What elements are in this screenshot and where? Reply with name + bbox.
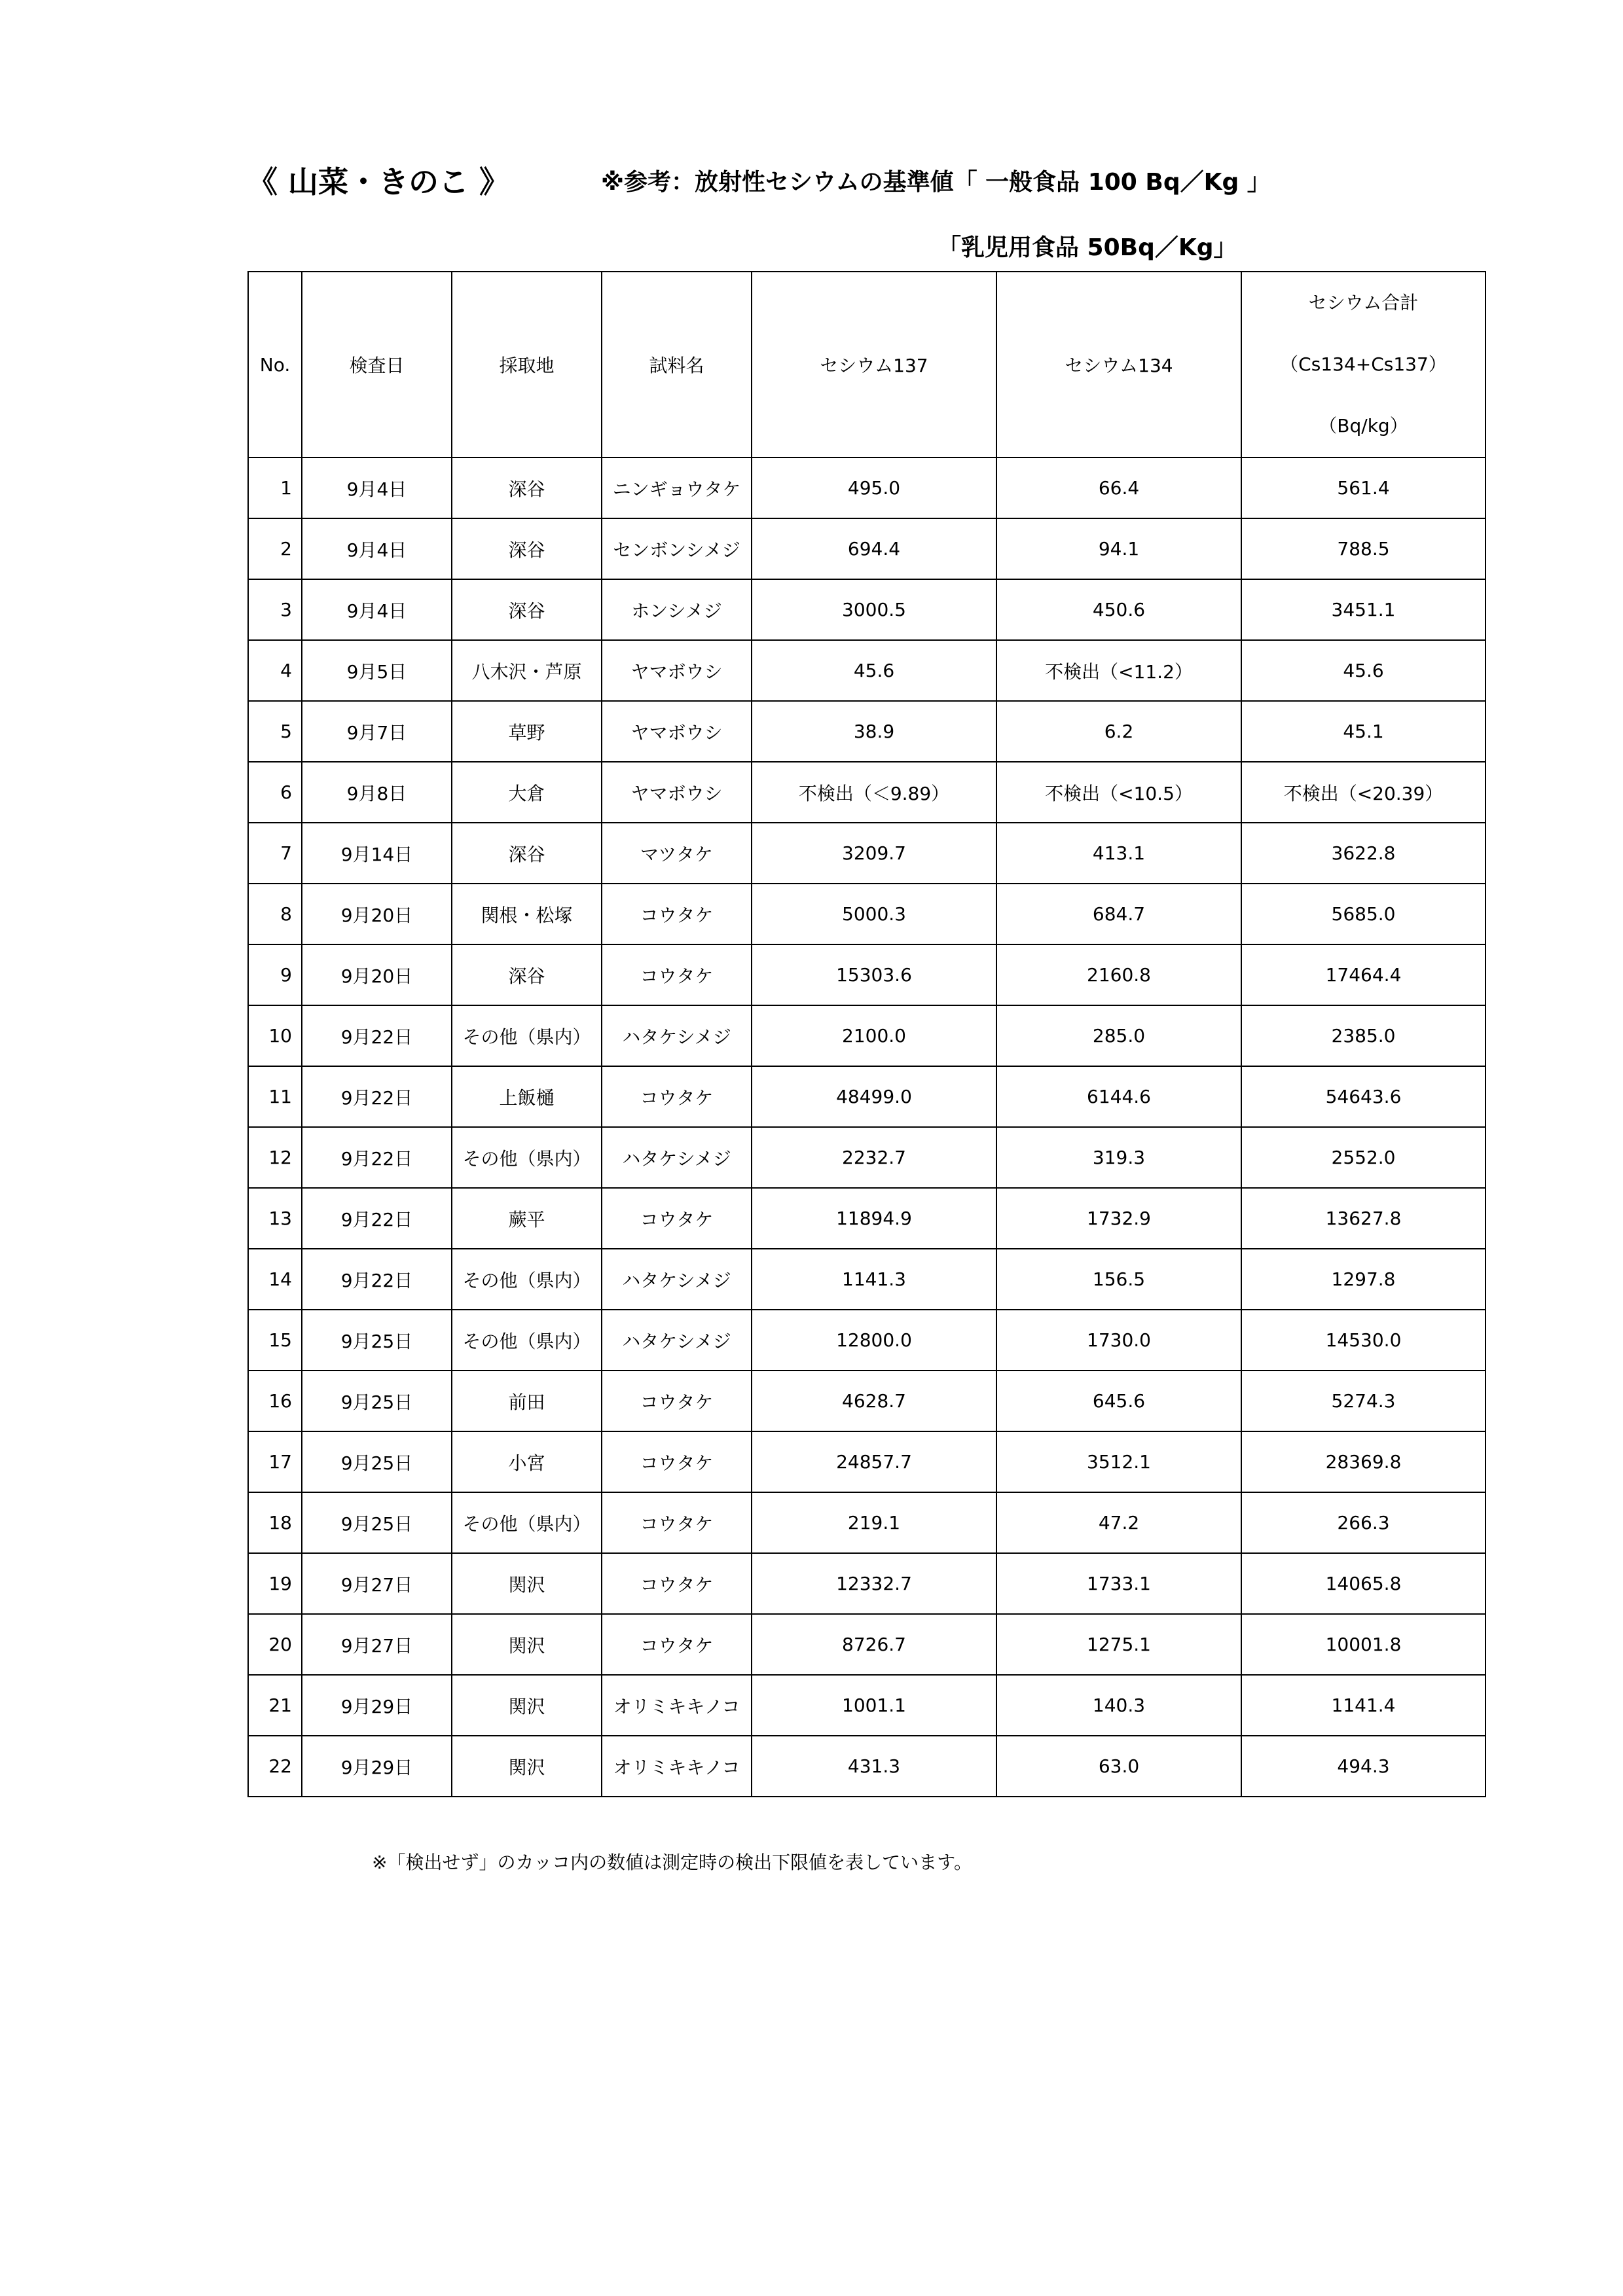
cell-cs137: 5000.3 (752, 884, 996, 944)
cell-sample: オリミキキノコ (602, 1675, 752, 1736)
cell-location: 関沢 (452, 1736, 602, 1797)
cell-date: 9月20日 (302, 884, 452, 944)
cell-total: 561.4 (1241, 457, 1486, 518)
cell-date: 9月14日 (302, 823, 452, 884)
cell-total: 5685.0 (1241, 884, 1486, 944)
cell-no: 4 (248, 640, 302, 701)
cell-date: 9月22日 (302, 1005, 452, 1066)
cell-date: 9月25日 (302, 1492, 452, 1553)
cell-total: 45.6 (1241, 640, 1486, 701)
cell-cs137: 45.6 (752, 640, 996, 701)
cell-total: 2552.0 (1241, 1127, 1486, 1188)
cell-sample: オリミキキノコ (602, 1736, 752, 1797)
table-row (248, 1614, 1486, 1675)
table-row (248, 1005, 1486, 1066)
cell-sample: コウタケ (602, 1066, 752, 1127)
cell-location: 蕨平 (452, 1188, 602, 1249)
cell-date: 9月22日 (302, 1249, 452, 1310)
header-sample: 試料名 (602, 272, 752, 457)
cell-no: 14 (248, 1249, 302, 1310)
cell-sample: ヤマボウシ (602, 762, 752, 823)
cell-no: 8 (248, 884, 302, 944)
table-row (248, 1736, 1486, 1797)
cell-sample: コウタケ (602, 1492, 752, 1553)
cell-cs134: 6.2 (996, 701, 1241, 762)
cell-cs134: 6144.6 (996, 1066, 1241, 1127)
results-table (247, 271, 1486, 1797)
cell-cs137: 12800.0 (752, 1310, 996, 1371)
cell-location: 草野 (452, 701, 602, 762)
cell-total: 14065.8 (1241, 1553, 1486, 1614)
cell-no: 22 (248, 1736, 302, 1797)
cell-total: 266.3 (1241, 1492, 1486, 1553)
cell-cs134: 63.0 (996, 1736, 1241, 1797)
table-header-row (248, 272, 1486, 457)
header-total-formula: （Cs134+Cs137） (1280, 353, 1447, 375)
cell-cs137: 2232.7 (752, 1127, 996, 1188)
table-row (248, 1127, 1486, 1188)
cell-no: 16 (248, 1371, 302, 1431)
table-row (248, 884, 1486, 944)
cell-sample: ホンシメジ (602, 579, 752, 640)
cell-no: 19 (248, 1553, 302, 1614)
cell-cs137: 12332.7 (752, 1553, 996, 1614)
cell-no: 12 (248, 1127, 302, 1188)
cell-date: 9月25日 (302, 1431, 452, 1492)
cell-sample: コウタケ (602, 1188, 752, 1249)
cell-location: 関沢 (452, 1614, 602, 1675)
cell-cs134: 156.5 (996, 1249, 1241, 1310)
cell-total: 5274.3 (1241, 1371, 1486, 1431)
cell-no: 5 (248, 701, 302, 762)
cell-date: 9月4日 (302, 457, 452, 518)
cell-total: 不検出（<20.39） (1241, 762, 1486, 823)
cell-location: 深谷 (452, 944, 602, 1005)
table-row (248, 701, 1486, 762)
cell-date: 9月29日 (302, 1675, 452, 1736)
cell-total: 1141.4 (1241, 1675, 1486, 1736)
table-row (248, 944, 1486, 1005)
table-row (248, 823, 1486, 884)
cell-total: 17464.4 (1241, 944, 1486, 1005)
cell-sample: ハタケシメジ (602, 1249, 752, 1310)
cell-total: 54643.6 (1241, 1066, 1486, 1127)
cell-sample: ヤマボウシ (602, 640, 752, 701)
cell-cs137: 不検出（＜9.89） (752, 762, 996, 823)
header-total-label: セシウム合計 (1308, 292, 1419, 314)
cell-date: 9月8日 (302, 762, 452, 823)
cell-cs137: 15303.6 (752, 944, 996, 1005)
cell-location: 深谷 (452, 518, 602, 579)
cell-no: 3 (248, 579, 302, 640)
cell-location: 八木沢・芦原 (452, 640, 602, 701)
cell-cs137: 2100.0 (752, 1005, 996, 1066)
table-row (248, 1310, 1486, 1371)
cell-location: 深谷 (452, 823, 602, 884)
cell-date: 9月20日 (302, 944, 452, 1005)
cell-location: 大倉 (452, 762, 602, 823)
cell-cs137: 8726.7 (752, 1614, 996, 1675)
cell-no: 20 (248, 1614, 302, 1675)
cell-cs134: 140.3 (996, 1675, 1241, 1736)
cell-cs137: 3000.5 (752, 579, 996, 640)
cell-location: 前田 (452, 1371, 602, 1431)
table-row (248, 457, 1486, 518)
reference-standard-infant: 「乳児用食品 50Bq／Kg」 (938, 234, 1237, 261)
cell-total: 494.3 (1241, 1736, 1486, 1797)
cell-sample: マツタケ (602, 823, 752, 884)
cell-cs137: 1141.3 (752, 1249, 996, 1310)
cell-date: 9月25日 (302, 1310, 452, 1371)
cell-no: 9 (248, 944, 302, 1005)
cell-location: その他（県内） (452, 1005, 602, 1066)
cell-date: 9月5日 (302, 640, 452, 701)
cell-sample: ヤマボウシ (602, 701, 752, 762)
cell-no: 2 (248, 518, 302, 579)
cell-cs134: 319.3 (996, 1127, 1241, 1188)
table-row (248, 1553, 1486, 1614)
cell-cs134: 不検出（<11.2） (996, 640, 1241, 701)
cell-date: 9月27日 (302, 1553, 452, 1614)
table-row (248, 1431, 1486, 1492)
cell-location: その他（県内） (452, 1249, 602, 1310)
cell-date: 9月4日 (302, 518, 452, 579)
cell-date: 9月7日 (302, 701, 452, 762)
cell-no: 6 (248, 762, 302, 823)
cell-location: その他（県内） (452, 1492, 602, 1553)
cell-location: 関根・松塚 (452, 884, 602, 944)
cell-date: 9月22日 (302, 1188, 452, 1249)
cell-cs134: 1733.1 (996, 1553, 1241, 1614)
reference-standard-general: ※参考：放射性セシウムの基準値「 一般食品 100 Bq／Kg 」 (601, 169, 1271, 196)
cell-no: 17 (248, 1431, 302, 1492)
cell-cs137: 11894.9 (752, 1188, 996, 1249)
cell-cs134: 1732.9 (996, 1188, 1241, 1249)
cell-cs137: 3209.7 (752, 823, 996, 884)
cell-no: 10 (248, 1005, 302, 1066)
cell-cs134: 1275.1 (996, 1614, 1241, 1675)
cell-total: 788.5 (1241, 518, 1486, 579)
cell-date: 9月22日 (302, 1127, 452, 1188)
cell-no: 18 (248, 1492, 302, 1553)
cell-sample: コウタケ (602, 1431, 752, 1492)
cell-location: 深谷 (452, 457, 602, 518)
cell-total: 3451.1 (1241, 579, 1486, 640)
cell-cs134: 645.6 (996, 1371, 1241, 1431)
cell-location: その他（県内） (452, 1310, 602, 1371)
table-row (248, 518, 1486, 579)
cell-cs134: 684.7 (996, 884, 1241, 944)
header-date: 検査日 (302, 272, 452, 457)
cell-cs134: 2160.8 (996, 944, 1241, 1005)
cell-total: 3622.8 (1241, 823, 1486, 884)
cell-cs137: 1001.1 (752, 1675, 996, 1736)
header-location: 採取地 (452, 272, 602, 457)
table-row (248, 1371, 1486, 1431)
cell-date: 9月4日 (302, 579, 452, 640)
cell-cs137: 48499.0 (752, 1066, 996, 1127)
cell-date: 9月27日 (302, 1614, 452, 1675)
cell-location: 上飯樋 (452, 1066, 602, 1127)
cell-location: 関沢 (452, 1675, 602, 1736)
table-row (248, 1188, 1486, 1249)
cell-total: 2385.0 (1241, 1005, 1486, 1066)
cell-cs134: 不検出（<10.5） (996, 762, 1241, 823)
cell-sample: コウタケ (602, 1371, 752, 1431)
cell-total: 45.1 (1241, 701, 1486, 762)
header-cs137: セシウム137 (752, 272, 996, 457)
cell-no: 15 (248, 1310, 302, 1371)
header-no: No. (248, 272, 302, 457)
cell-location: 深谷 (452, 579, 602, 640)
table-row (248, 640, 1486, 701)
cell-sample: コウタケ (602, 884, 752, 944)
cell-cs134: 413.1 (996, 823, 1241, 884)
header-cs134: セシウム134 (996, 272, 1241, 457)
cell-total: 28369.8 (1241, 1431, 1486, 1492)
header-total (1241, 272, 1486, 457)
cell-sample: ハタケシメジ (602, 1127, 752, 1188)
cell-cs137: 694.4 (752, 518, 996, 579)
table-row (248, 1249, 1486, 1310)
table-row (248, 1066, 1486, 1127)
cell-sample: コウタケ (602, 944, 752, 1005)
cell-cs137: 219.1 (752, 1492, 996, 1553)
footnote: ※「検出せず」のカッコ内の数値は測定時の検出下限値を表しています。 (372, 1852, 972, 1873)
cell-cs134: 3512.1 (996, 1431, 1241, 1492)
table-row (248, 762, 1486, 823)
cell-sample: コウタケ (602, 1614, 752, 1675)
cell-sample: ハタケシメジ (602, 1005, 752, 1066)
cell-total: 1297.8 (1241, 1249, 1486, 1310)
page-title: 《 山菜・きのこ 》 (247, 164, 510, 200)
cell-no: 11 (248, 1066, 302, 1127)
cell-no: 1 (248, 457, 302, 518)
cell-total: 14530.0 (1241, 1310, 1486, 1371)
cell-sample: ニンギョウタケ (602, 457, 752, 518)
cell-sample: ハタケシメジ (602, 1310, 752, 1371)
cell-cs134: 66.4 (996, 457, 1241, 518)
cell-cs137: 495.0 (752, 457, 996, 518)
cell-no: 13 (248, 1188, 302, 1249)
cell-no: 7 (248, 823, 302, 884)
cell-date: 9月22日 (302, 1066, 452, 1127)
cell-location: 小宮 (452, 1431, 602, 1492)
cell-cs137: 24857.7 (752, 1431, 996, 1492)
header-total-unit: （Bq/kg） (1319, 415, 1408, 437)
cell-no: 21 (248, 1675, 302, 1736)
cell-cs134: 47.2 (996, 1492, 1241, 1553)
cell-sample: センボンシメジ (602, 518, 752, 579)
cell-total: 10001.8 (1241, 1614, 1486, 1675)
cell-cs134: 450.6 (996, 579, 1241, 640)
table-row (248, 1492, 1486, 1553)
cell-date: 9月29日 (302, 1736, 452, 1797)
cell-cs137: 431.3 (752, 1736, 996, 1797)
cell-cs137: 4628.7 (752, 1371, 996, 1431)
cell-sample: コウタケ (602, 1553, 752, 1614)
table-row (248, 579, 1486, 640)
cell-cs134: 94.1 (996, 518, 1241, 579)
cell-total: 13627.8 (1241, 1188, 1486, 1249)
cell-cs134: 285.0 (996, 1005, 1241, 1066)
table-row (248, 1675, 1486, 1736)
cell-cs134: 1730.0 (996, 1310, 1241, 1371)
cell-location: 関沢 (452, 1553, 602, 1614)
cell-cs137: 38.9 (752, 701, 996, 762)
cell-location: その他（県内） (452, 1127, 602, 1188)
cell-date: 9月25日 (302, 1371, 452, 1431)
